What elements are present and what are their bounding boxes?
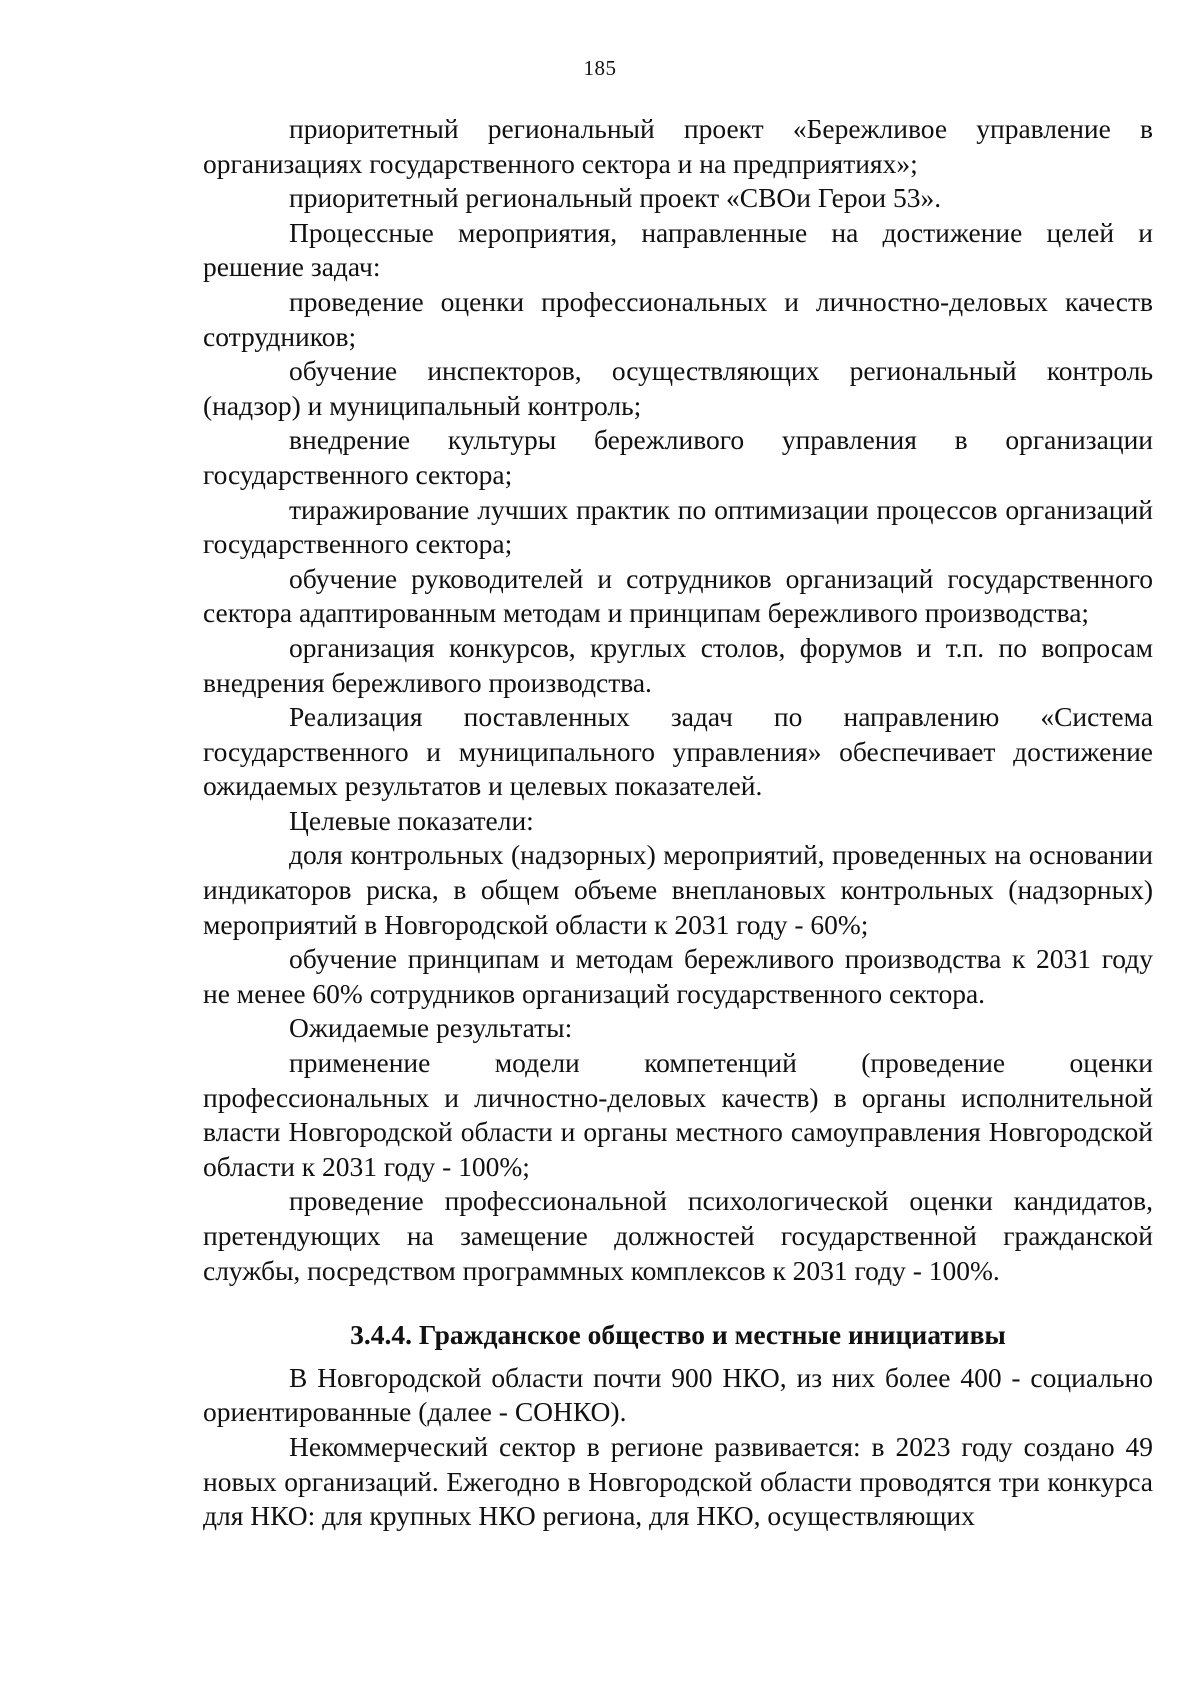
paragraph: организация конкурсов, круглых столов, форумов и т.п. по вопросам внедрения бережливого производства. <box>203 631 1153 698</box>
paragraph: приоритетный региональный проект «СВОи Герои 53». <box>289 182 942 214</box>
paragraph: доля контрольных (надзорных) мероприятий, проведенных на основании индикаторов риска, в общем объеме внеплановых контрольных (надзорных) мероприятий в Новгородской области к 2031 году - 60%; <box>203 839 1153 940</box>
paragraph: Некоммерческий сектор в регионе развивается: в 2023 году создано 49 новых организаций. Ежегодно в Новгородской области проводятся три конкурса для НКО: для крупных НКО региона, для НКО, осуществляющих <box>203 1430 1153 1532</box>
paragraph: применение модели компетенций (проведение оценки профессиональных и личностно-деловых качеств) в органы исполнительной власти Новгородской области и органы местного самоуправления Новгородской области к 2031 году - 100%; <box>203 1047 1153 1182</box>
paragraph: приоритетный региональный проект «Бережливое управление в организациях государственного сектора и на предприятиях»; <box>203 113 1153 179</box>
paragraph: Реализация поставленных задач по направлению «Система государственного и муниципального управления» обеспечивает достижение ожидаемых результатов и целевых показателей. <box>203 701 1153 802</box>
paragraph: Ожидаемые результаты: <box>289 1012 573 1044</box>
page-number: 185 <box>583 56 617 80</box>
paragraph: проведение профессиональной психологической оценки кандидатов, претендующих на замещение должностей государственной гражданской службы, посредством программных комплексов к 2031 году - 100%. <box>203 1185 1153 1286</box>
paragraph: проведение оценки профессиональных и личностно-деловых качеств сотрудников; <box>203 285 1153 352</box>
paragraph: обучение принципам и методам бережливого производства к 2031 году не менее 60% сотрудников организаций государственного сектора. <box>203 943 1153 1009</box>
paragraph: обучение руководителей и сотрудников организаций государственного сектора адаптированным методам и принципам бережливого производства; <box>203 562 1153 629</box>
paragraph: внедрение культуры бережливого управления в организации государственного сектора; <box>203 424 1153 490</box>
paragraph: тиражирование лучших практик по оптимизации процессов организаций государственного сектора; <box>203 493 1153 560</box>
paragraph: Целевые показатели: <box>289 804 534 836</box>
paragraph: В Новгородской области почти 900 НКО, из них более 400 - социально ориентированные (далее - СОНКО). <box>203 1361 1153 1428</box>
section-heading: 3.4.4. Гражданское общество и местные инициативы <box>350 1319 1006 1351</box>
paragraph: Процессные мероприятия, направленные на достижение целей и решение задач: <box>203 216 1153 283</box>
paragraph: обучение инспекторов, осуществляющих региональный контроль (надзор) и муниципальный контроль; <box>203 355 1153 421</box>
document-body <box>203 112 1153 1534</box>
